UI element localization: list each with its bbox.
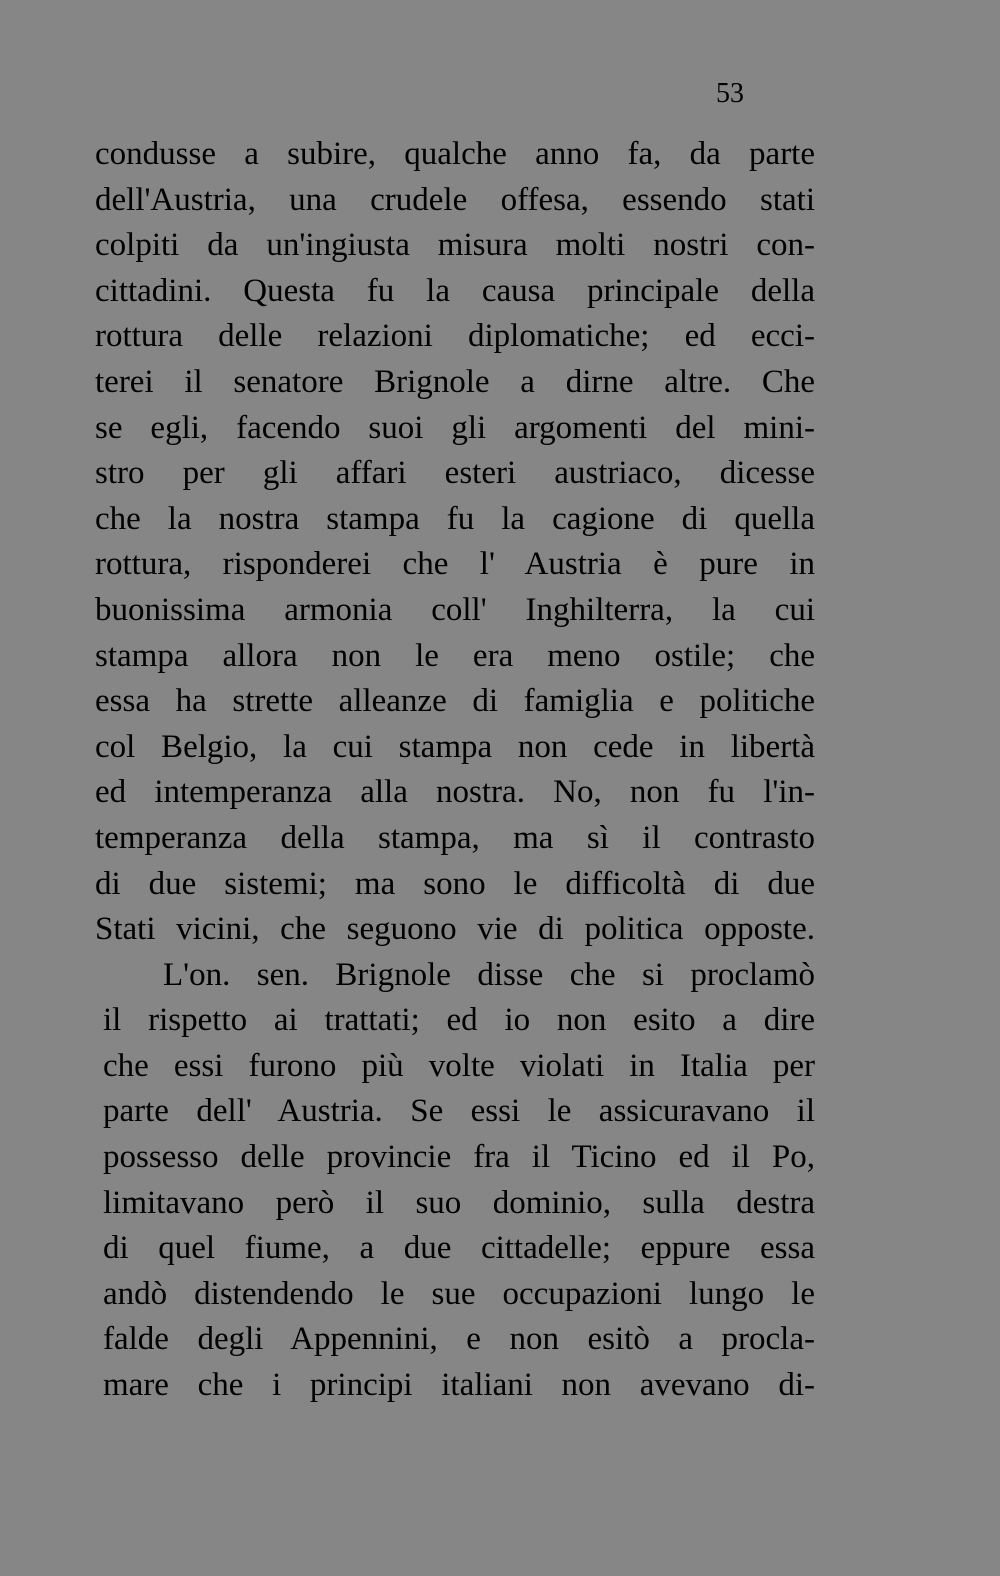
text-line: ed intemperanza alla nostra. No, non fu l'in- bbox=[95, 774, 815, 811]
text-line: parte dell' Austria. Se essi le assicuravano il bbox=[103, 1093, 815, 1130]
text-line: stro per gli affari esteri austriaco, dicesse bbox=[95, 455, 815, 492]
text-line: rottura, risponderei che l' Austria è pure in bbox=[95, 546, 815, 583]
text-line: essa ha strette alleanze di famiglia e politiche bbox=[95, 683, 815, 720]
text-line: dell'Austria, una crudele offesa, essendo stati bbox=[95, 181, 815, 218]
paragraph-2 bbox=[103, 953, 815, 1409]
text-line: cittadini. Questa fu la causa principale della bbox=[95, 272, 815, 309]
text-line: limitavano però il suo dominio, sulla destra bbox=[103, 1184, 815, 1221]
paragraph-1 bbox=[95, 132, 815, 953]
page-number: 53 bbox=[716, 78, 744, 109]
body-text bbox=[95, 132, 815, 1409]
text-line: colpiti da un'ingiusta misura molti nostri con- bbox=[95, 227, 815, 264]
text-line: il rispetto ai trattati; ed io non esito a dire bbox=[103, 1002, 815, 1039]
text-line: buonissima armonia coll' Inghilterra, la cui bbox=[95, 591, 815, 628]
text-line: di due sistemi; ma sono le difficoltà di due bbox=[95, 865, 815, 902]
text-line: col Belgio, la cui stampa non cede in libertà bbox=[95, 728, 815, 765]
text-line: che essi furono più volte violati in Italia per bbox=[103, 1047, 815, 1084]
text-line: andò distendendo le sue occupazioni lungo le bbox=[103, 1275, 815, 1312]
text-line: temperanza della stampa, ma sì il contrasto bbox=[95, 819, 815, 856]
text-line: di quel fiume, a due cittadelle; eppure essa bbox=[103, 1230, 815, 1267]
text-line: terei il senatore Brignole a dirne altre. Che bbox=[95, 363, 815, 400]
text-line: mare che i principi italiani non avevano di- bbox=[103, 1367, 815, 1404]
text-line: stampa allora non le era meno ostile; che bbox=[95, 637, 815, 674]
text-line: condusse a subire, qualche anno fa, da parte bbox=[95, 136, 815, 172]
text-line: se egli, facendo suoi gli argomenti del mini- bbox=[95, 409, 815, 446]
text-line: che la nostra stampa fu la cagione di quella bbox=[95, 500, 815, 537]
text-line: falde degli Appennini, e non esitò a procla- bbox=[103, 1321, 815, 1358]
text-line: rottura delle relazioni diplomatiche; ed ecci- bbox=[95, 318, 815, 355]
text-line: Stati vicini, che seguono vie di politica opposte. bbox=[95, 911, 815, 948]
text-line: L'on. sen. Brignole disse che si proclamò bbox=[163, 956, 815, 993]
text-line: possesso delle provincie fra il Ticino ed il Po, bbox=[103, 1139, 815, 1176]
